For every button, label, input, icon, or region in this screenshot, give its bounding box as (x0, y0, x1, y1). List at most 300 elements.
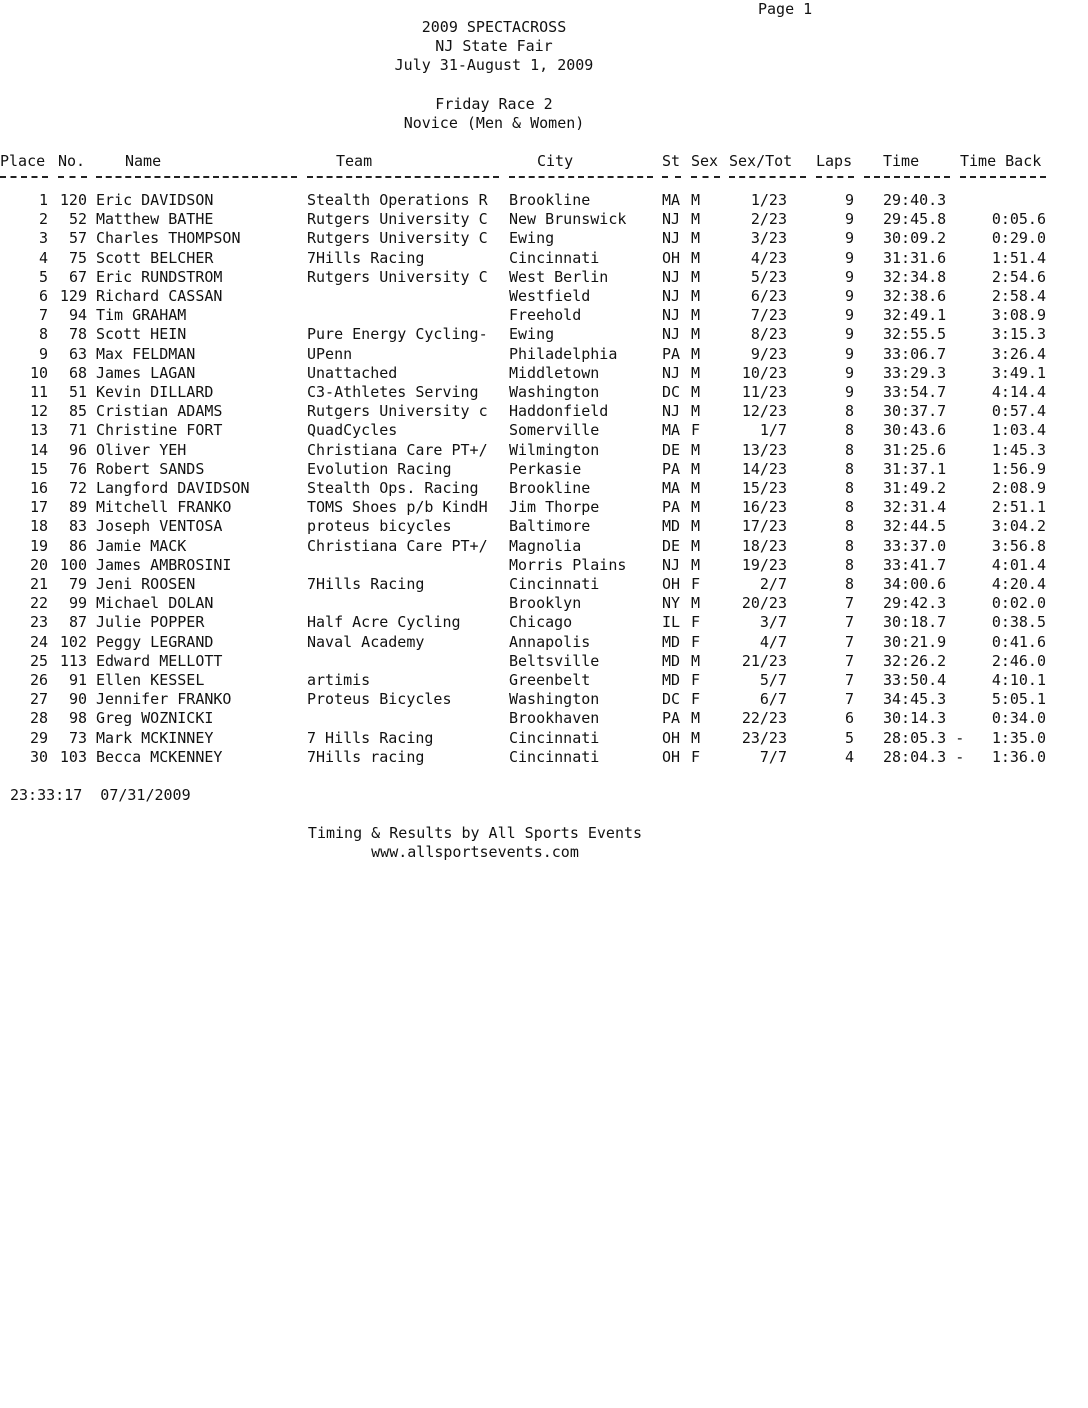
cell-name: Eric RUNDSTROM (96, 267, 223, 286)
cell-state: NJ (662, 267, 681, 286)
cell-team: Rutgers University c (307, 402, 488, 421)
cell-laps: 9 (844, 344, 854, 363)
col-header-place: Place (0, 152, 46, 170)
cell-time: 30:18.7 (883, 613, 947, 632)
cell-sex-total: 2/7 (759, 575, 787, 593)
cell-time-back: 2:51.1 (991, 498, 1046, 517)
cell-laps: 7 (844, 594, 854, 613)
cell-city: Wilmington (509, 440, 600, 459)
cell-name: Mark MCKINNEY (96, 728, 214, 747)
cell-sex: M (691, 536, 701, 555)
cell-name: Scott HEIN (96, 325, 187, 344)
cell-team: Unattached (307, 363, 398, 382)
cell-city: Brookhaven (509, 709, 600, 728)
cell-laps: 7 (844, 690, 854, 709)
table-row (0, 537, 1088, 556)
cell-place: 5 (38, 267, 48, 286)
cell-laps: 8 (844, 421, 854, 440)
cell-sex-total: 23/23 (741, 728, 787, 747)
report-timestamp: 23:33:17 07/31/2009 (10, 786, 191, 804)
cell-laps: 7 (844, 613, 854, 632)
cell-time-back: 0:34.0 (991, 709, 1046, 728)
cell-sex: F (691, 632, 701, 651)
cell-city: Chicago (509, 613, 573, 632)
cell-name: Jamie MACK (96, 536, 187, 555)
cell-time: 28:05.3 - (883, 728, 965, 747)
col-header-name: Name (125, 152, 162, 170)
cell-time-back: 1:36.0 (991, 747, 1046, 766)
cell-place: 16 (29, 479, 48, 497)
cell-city: Cincinnati (509, 747, 600, 766)
cell-name: Ellen KESSEL (96, 671, 205, 689)
cell-name: Peggy LEGRAND (96, 632, 214, 651)
cell-sex-total: 5/23 (750, 267, 787, 286)
cell-number: 71 (68, 421, 87, 440)
cell-place: 30 (29, 747, 48, 766)
cell-time-back: 0:05.6 (991, 210, 1046, 229)
cell-time-back: 0:02.0 (991, 594, 1046, 613)
cell-time-back: 1:51.4 (991, 248, 1046, 267)
cell-sex: F (691, 613, 701, 632)
table-row (0, 210, 1088, 229)
cell-laps: 8 (844, 536, 854, 555)
cell-time: 31:31.6 (883, 248, 947, 267)
cell-place: 28 (29, 709, 48, 728)
table-row (0, 364, 1088, 383)
cell-state: NY (662, 594, 681, 613)
cell-time: 33:37.0 (883, 536, 947, 555)
cell-name: James AMBROSINI (96, 555, 232, 574)
cell-time: 30:37.7 (883, 402, 947, 421)
table-row (0, 249, 1088, 268)
cell-state: DE (662, 440, 681, 459)
cell-name: Becca MCKENNEY (96, 747, 223, 766)
cell-number: 67 (68, 267, 87, 286)
cell-time: 34:00.6 (883, 575, 947, 593)
cell-sex-total: 12/23 (741, 402, 787, 421)
table-row (0, 229, 1088, 248)
cell-state: MD (662, 632, 681, 651)
cell-time: 32:31.4 (883, 498, 947, 517)
cell-sex: M (691, 459, 701, 478)
cell-team: UPenn (307, 344, 353, 363)
cell-city: Cincinnati (509, 248, 600, 267)
race-name: Friday Race 2 (435, 95, 553, 113)
cell-sex: M (691, 728, 701, 747)
cell-time-back: 3:15.3 (991, 325, 1046, 344)
cell-time-back: 2:46.0 (991, 651, 1046, 670)
cell-number: 99 (68, 594, 87, 613)
cell-place: 2 (38, 210, 48, 229)
cell-city: Freehold (509, 306, 582, 325)
cell-sex-total: 9/23 (750, 344, 787, 363)
cell-number: 100 (59, 555, 87, 574)
cell-state: IL (662, 613, 681, 632)
cell-number: 103 (59, 747, 87, 766)
cell-name: Cristian ADAMS (96, 402, 223, 421)
cell-sex: M (691, 229, 701, 248)
cell-city: Ewing (509, 325, 555, 344)
table-row (0, 613, 1088, 632)
cell-place: 23 (29, 613, 48, 632)
cell-name: James LAGAN (96, 363, 196, 382)
cell-time-back: 2:08.9 (991, 479, 1046, 497)
cell-city: Baltimore (509, 517, 591, 536)
cell-time-back: 0:41.6 (991, 632, 1046, 651)
table-row (0, 498, 1088, 517)
table-row (0, 345, 1088, 364)
cell-team: Stealth Ops. Racing (307, 479, 479, 497)
cell-place: 12 (29, 402, 48, 421)
cell-laps: 7 (844, 632, 854, 651)
cell-state: MA (662, 191, 681, 209)
cell-sex-total: 18/23 (741, 536, 787, 555)
cell-name: Tim GRAHAM (96, 306, 187, 325)
table-row (0, 268, 1088, 287)
cell-time: 31:37.1 (883, 459, 947, 478)
cell-name: Oliver YEH (96, 440, 187, 459)
cell-city: Middletown (509, 363, 600, 382)
table-row (0, 633, 1088, 652)
cell-name: Richard CASSAN (96, 287, 223, 305)
cell-number: 85 (68, 402, 87, 421)
cell-time: 29:40.3 (883, 191, 947, 209)
table-row (0, 325, 1088, 344)
cell-number: 120 (59, 191, 87, 209)
cell-time: 30:21.9 (883, 632, 947, 651)
cell-sex: M (691, 651, 701, 670)
cell-sex: M (691, 402, 701, 421)
cell-name: Edward MELLOTT (96, 651, 223, 670)
cell-city: Greenbelt (509, 671, 591, 689)
cell-laps: 8 (844, 459, 854, 478)
cell-number: 87 (68, 613, 87, 632)
cell-place: 22 (29, 594, 48, 613)
cell-time-back: 1:03.4 (991, 421, 1046, 440)
table-row (0, 287, 1088, 306)
cell-city: Jim Thorpe (509, 498, 600, 517)
cell-number: 73 (68, 728, 87, 747)
table-row (0, 594, 1088, 613)
cell-city: Washington (509, 383, 600, 401)
cell-place: 17 (29, 498, 48, 517)
cell-city: Ewing (509, 229, 555, 248)
cell-laps: 8 (844, 555, 854, 574)
cell-time: 32:55.5 (883, 325, 947, 344)
cell-name: Langford DAVIDSON (96, 479, 250, 497)
cell-sex: M (691, 517, 701, 536)
cell-name: Jeni ROOSEN (96, 575, 196, 593)
cell-place: 25 (29, 651, 48, 670)
cell-city: Beltsville (509, 651, 600, 670)
cell-number: 90 (68, 690, 87, 709)
cell-city: Annapolis (509, 632, 591, 651)
cell-time-back: 0:29.0 (991, 229, 1046, 248)
cell-time-back: 0:57.4 (991, 402, 1046, 421)
cell-team: Evolution Racing (307, 459, 452, 478)
cell-team: Stealth Operations R (307, 191, 488, 209)
cell-name: Robert SANDS (96, 459, 205, 478)
cell-sex-total: 3/7 (759, 613, 787, 632)
cell-city: Westfield (509, 287, 591, 305)
cell-name: Max FELDMAN (96, 344, 196, 363)
cell-city: Brooklyn (509, 594, 582, 613)
cell-number: 83 (68, 517, 87, 536)
cell-city: Cincinnati (509, 575, 600, 593)
timing-credit: Timing & Results by All Sports Events (307, 824, 643, 842)
cell-time-back: 5:05.1 (991, 690, 1046, 709)
cell-place: 7 (38, 306, 48, 325)
cell-place: 1 (38, 191, 48, 209)
page-number: Page 1 (758, 0, 813, 18)
cell-laps: 9 (844, 248, 854, 267)
cell-time: 33:50.4 (883, 671, 947, 689)
cell-sex-total: 15/23 (741, 479, 787, 497)
cell-sex: M (691, 248, 701, 267)
cell-sex: F (691, 690, 701, 709)
cell-city: Magnolia (509, 536, 582, 555)
cell-time-back: 2:58.4 (991, 287, 1046, 305)
cell-laps: 9 (844, 306, 854, 325)
cell-time-back: 4:20.4 (991, 575, 1046, 593)
cell-laps: 9 (844, 267, 854, 286)
cell-sex: M (691, 498, 701, 517)
cell-team: C3-Athletes Serving (307, 383, 479, 401)
cell-place: 24 (29, 632, 48, 651)
cell-city: New Brunswick (509, 210, 627, 229)
table-row (0, 402, 1088, 421)
cell-laps: 8 (844, 498, 854, 517)
cell-place: 3 (38, 229, 48, 248)
cell-number: 78 (68, 325, 87, 344)
cell-laps: 7 (844, 651, 854, 670)
cell-time: 32:38.6 (883, 287, 947, 305)
cell-state: MD (662, 671, 681, 689)
cell-time-back: 3:04.2 (991, 517, 1046, 536)
cell-sex-total: 5/7 (759, 671, 787, 689)
cell-sex-total: 6/7 (759, 690, 787, 709)
cell-number: 102 (59, 632, 87, 651)
cell-time: 28:04.3 - (883, 747, 965, 766)
cell-sex: M (691, 325, 701, 344)
cell-state: NJ (662, 306, 681, 325)
cell-sex: M (691, 210, 701, 229)
cell-time-back: 3:56.8 (991, 536, 1046, 555)
cell-number: 94 (68, 306, 87, 325)
cell-number: 89 (68, 498, 87, 517)
cell-place: 4 (38, 248, 48, 267)
cell-name: Scott BELCHER (96, 248, 214, 267)
cell-city: Brookline (509, 191, 591, 209)
cell-sex-total: 16/23 (741, 498, 787, 517)
cell-state: OH (662, 747, 681, 766)
cell-sex-total: 7/23 (750, 306, 787, 325)
cell-sex: M (691, 363, 701, 382)
cell-state: OH (662, 248, 681, 267)
cell-sex-total: 1/23 (750, 191, 787, 209)
cell-sex: F (691, 671, 701, 689)
cell-sex: F (691, 575, 701, 593)
cell-team: 7 Hills Racing (307, 728, 434, 747)
cell-laps: 8 (844, 440, 854, 459)
cell-name: Joseph VENTOSA (96, 517, 223, 536)
col-header-city: City (537, 152, 574, 170)
cell-number: 86 (68, 536, 87, 555)
cell-team: 7Hills Racing (307, 575, 425, 593)
cell-sex: M (691, 555, 701, 574)
table-row (0, 517, 1088, 536)
cell-time: 30:43.6 (883, 421, 947, 440)
cell-state: DE (662, 536, 681, 555)
cell-sex: M (691, 306, 701, 325)
cell-state: OH (662, 575, 681, 593)
table-row (0, 421, 1088, 440)
cell-number: 98 (68, 709, 87, 728)
cell-name: Julie POPPER (96, 613, 205, 632)
cell-number: 129 (59, 287, 87, 305)
cell-team: Rutgers University C (307, 229, 488, 248)
cell-name: Jennifer FRANKO (96, 690, 232, 709)
cell-place: 8 (38, 325, 48, 344)
cell-place: 11 (29, 383, 48, 401)
cell-state: PA (662, 498, 681, 517)
cell-state: MA (662, 421, 681, 440)
cell-time-back: 2:54.6 (991, 267, 1046, 286)
cell-city: Brookline (509, 479, 591, 497)
cell-name: Christine FORT (96, 421, 223, 440)
cell-number: 72 (68, 479, 87, 497)
cell-state: MA (662, 479, 681, 497)
cell-laps: 9 (844, 363, 854, 382)
cell-time-back: 4:01.4 (991, 555, 1046, 574)
cell-team: Pure Energy Cycling- (307, 325, 488, 344)
cell-number: 52 (68, 210, 87, 229)
cell-name: Kevin DILLARD (96, 383, 214, 401)
cell-time: 33:06.7 (883, 344, 947, 363)
cell-city: Somerville (509, 421, 600, 440)
cell-city: Washington (509, 690, 600, 709)
cell-sex: F (691, 747, 701, 766)
table-row (0, 306, 1088, 325)
cell-laps: 7 (844, 671, 854, 689)
cell-place: 13 (29, 421, 48, 440)
cell-place: 6 (38, 287, 48, 305)
col-header-time: Time (883, 152, 920, 170)
cell-team: QuadCycles (307, 421, 398, 440)
cell-laps: 8 (844, 575, 854, 593)
cell-number: 68 (68, 363, 87, 382)
cell-number: 113 (59, 651, 87, 670)
cell-city: West Berlin (509, 267, 609, 286)
cell-team: 7Hills racing (307, 747, 425, 766)
cell-state: OH (662, 728, 681, 747)
cell-place: 18 (29, 517, 48, 536)
cell-sex: M (691, 440, 701, 459)
cell-team: TOMS Shoes p/b KindH (307, 498, 488, 517)
cell-time: 33:29.3 (883, 363, 947, 382)
cell-time-back: 1:35.0 (991, 728, 1046, 747)
cell-place: 26 (29, 671, 48, 689)
cell-time: 31:49.2 (883, 479, 947, 497)
cell-time: 33:41.7 (883, 555, 947, 574)
cell-sex-total: 8/23 (750, 325, 787, 344)
cell-sex: M (691, 594, 701, 613)
cell-team: Rutgers University C (307, 210, 488, 229)
table-row (0, 460, 1088, 479)
cell-sex: M (691, 287, 701, 305)
cell-state: NJ (662, 210, 681, 229)
cell-time-back: 3:08.9 (991, 306, 1046, 325)
cell-laps: 9 (844, 383, 854, 401)
cell-laps: 8 (844, 402, 854, 421)
cell-time: 31:25.6 (883, 440, 947, 459)
cell-sex-total: 21/23 (741, 651, 787, 670)
col-header-time-back: Time Back (960, 152, 1042, 170)
col-header-team: Team (336, 152, 373, 170)
cell-number: 57 (68, 229, 87, 248)
table-row (0, 652, 1088, 671)
cell-sex-total: 6/23 (750, 287, 787, 305)
col-header-state: St (662, 152, 681, 170)
cell-sex-total: 7/7 (759, 747, 787, 766)
cell-laps: 9 (844, 229, 854, 248)
table-row (0, 709, 1088, 728)
table-row (0, 479, 1088, 498)
cell-name: Mitchell FRANKO (96, 498, 232, 517)
cell-city: Philadelphia (509, 344, 618, 363)
cell-state: PA (662, 709, 681, 728)
cell-time-back: 1:45.3 (991, 440, 1046, 459)
cell-number: 96 (68, 440, 87, 459)
cell-sex-total: 10/23 (741, 363, 787, 382)
cell-laps: 9 (844, 325, 854, 344)
cell-name: Michael DOLAN (96, 594, 214, 613)
cell-sex-total: 4/7 (759, 632, 787, 651)
table-row (0, 729, 1088, 748)
cell-state: NJ (662, 287, 681, 305)
cell-laps: 9 (844, 191, 854, 209)
event-venue: NJ State Fair (435, 37, 553, 55)
race-category: Novice (Men & Women) (403, 114, 585, 132)
cell-team: Naval Academy (307, 632, 425, 651)
cell-state: NJ (662, 229, 681, 248)
cell-place: 9 (38, 344, 48, 363)
cell-time: 30:09.2 (883, 229, 947, 248)
cell-sex-total: 2/23 (750, 210, 787, 229)
cell-laps: 8 (844, 517, 854, 536)
cell-number: 91 (68, 671, 87, 689)
cell-time-back: 3:49.1 (991, 363, 1046, 382)
table-row (0, 191, 1088, 210)
event-dates: July 31-August 1, 2009 (394, 56, 594, 74)
cell-number: 79 (68, 575, 87, 593)
cell-team: Rutgers University C (307, 267, 488, 286)
cell-time: 29:42.3 (883, 594, 947, 613)
cell-time-back: 4:10.1 (991, 671, 1046, 689)
table-row (0, 690, 1088, 709)
website-link[interactable]: www.allsportsevents.com (371, 843, 579, 861)
cell-state: NJ (662, 363, 681, 382)
cell-place: 14 (29, 440, 48, 459)
cell-time: 32:49.1 (883, 306, 947, 325)
cell-laps: 6 (844, 709, 854, 728)
cell-name: Eric DAVIDSON (96, 191, 214, 209)
cell-team: Christiana Care PT+/ (307, 536, 488, 555)
cell-sex-total: 13/23 (741, 440, 787, 459)
cell-sex: F (691, 421, 701, 440)
cell-sex-total: 1/7 (759, 421, 787, 440)
cell-state: NJ (662, 325, 681, 344)
